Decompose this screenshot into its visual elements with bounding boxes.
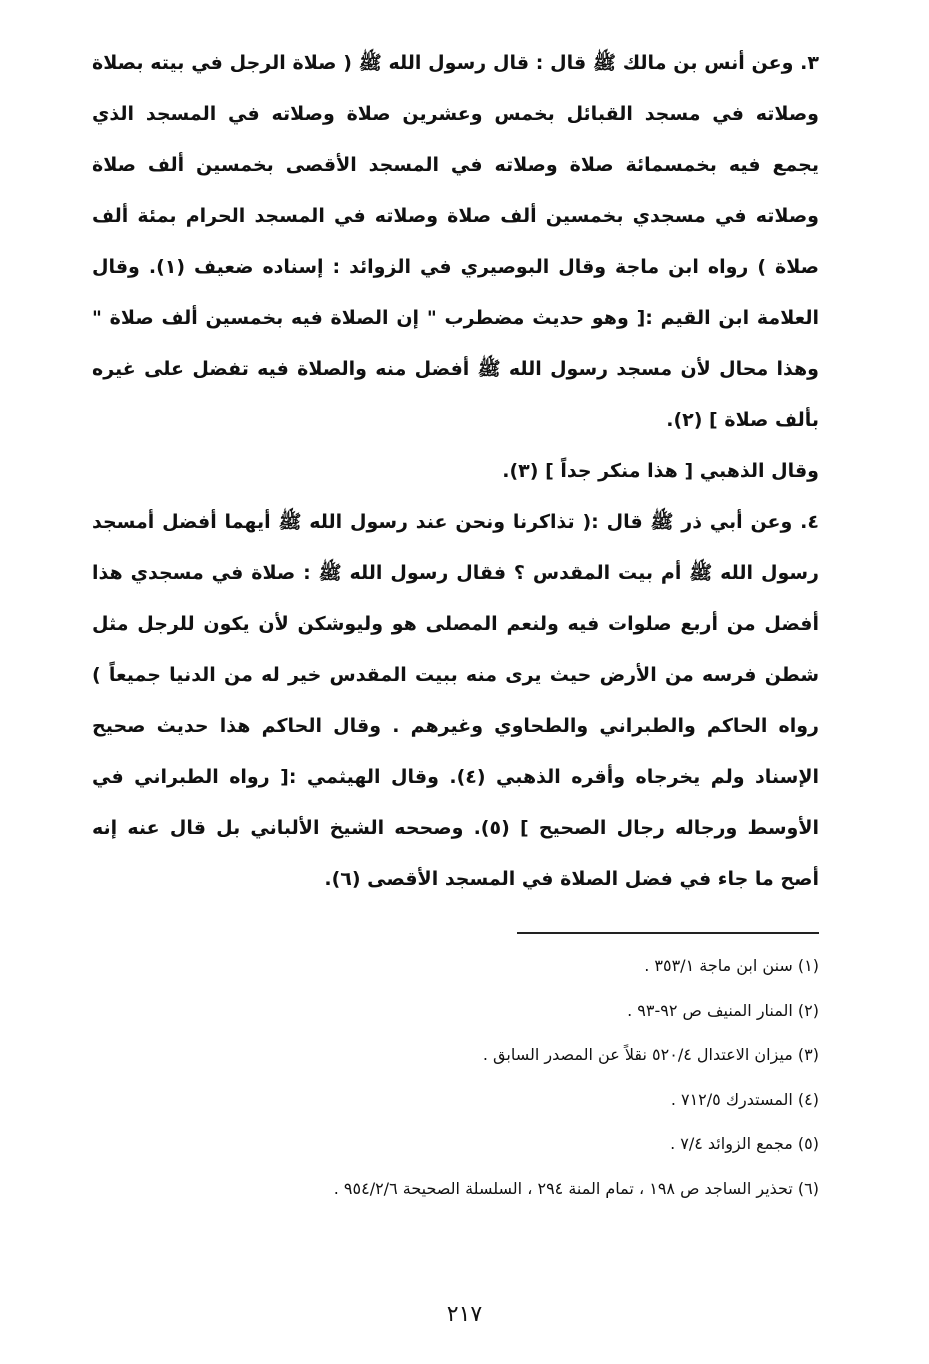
main-text	[92, 38, 819, 905]
page-number: ٢١٧	[446, 1302, 483, 1327]
footnote-5: (٥) مجمع الزوائد ٧/٤ .	[670, 1134, 819, 1153]
footnote-6: (٦) تحذير الساجد ص ١٩٨ ، تمام المنة ٢٩٤ ، السلسلة الصحيحة ٩٥٤/٢/٦ .	[333, 1178, 819, 1198]
footnote-1: (١) سنن ابن ماجة ٣٥٣/١ .	[644, 956, 819, 975]
footnote-4: (٤) المستدرك ٧١٢/٥ .	[670, 1089, 819, 1109]
footnote-separator	[517, 932, 819, 934]
footnotes-list	[92, 944, 819, 1211]
paragraph-dhahabi-quote: وقال الذهبي [ هذا منكر جداً ] (٣).	[502, 460, 819, 482]
footnote-3: (٣) ميزان الاعتدال ٥٢٠/٤ نقلاً عن المصدر السابق .	[482, 1045, 819, 1064]
footnote-2: (٢) المنار المنيف ص ٩٢-٩٣ .	[627, 1000, 819, 1020]
paragraph-hadith-3: ٣. وعن أنس بن مالك ﷺ قال : قال رسول الله ﷺ ( صلاة الرجل في بيته بصلاة وصلاته في مسجد القبائل بخمس وعشرين صلاة وصلاته في المسجد الذي يجمع فيه بخمسمائة صلاة وصلاته في المسجد الأقصى بخمسين ألف صلاة وصلاته في مسجدي بخمسين ألف صلاة وصلاته في المسجد الحرام بمئة ألف صلاة ) رواه ابن ماجة وقال البوصيري في الزوائد : إسناده ضعيف (١). وقال العلامة ابن القيم :[ وهو حديث مضطرب " إن الصلاة فيه بخمسين ألف صلاة " وهذا محال لأن مسجد رسول الله ﷺ أفضل منه والصلاة فيه تفضل على غيره بألف صلاة ] (٢).	[92, 52, 819, 431]
paragraph-hadith-4: ٤. وعن أبي ذر ﷺ قال :( تذاكرنا ونحن عند رسول الله ﷺ أيهما أفضل أمسجد رسول الله ﷺ أم بيت المقدس ؟ فقال رسول الله ﷺ : صلاة في مسجدي هذا أفضل من أربع صلوات فيه ولنعم المصلى هو وليوشكن لأن يكون للرجل مثل شطن فرسه من الأرض حيث يرى منه ببيت المقدس خير له من الدنيا جميعاً ) رواه الحاكم والطبراني والطحاوي وغيرهم . وقال الحاكم هذا حديث صحيح الإسناد ولم يخرجاه وأقره الذهبي (٤). وقال الهيثمي :[ رواه الطبراني في الأوسط ورجاله رجال الصحيح ] (٥). وصححه الشيخ الألباني بل قال عنه إنه أصح ما جاء في فضل الصلاة في المسجد الأقصى (٦).	[92, 511, 819, 890]
